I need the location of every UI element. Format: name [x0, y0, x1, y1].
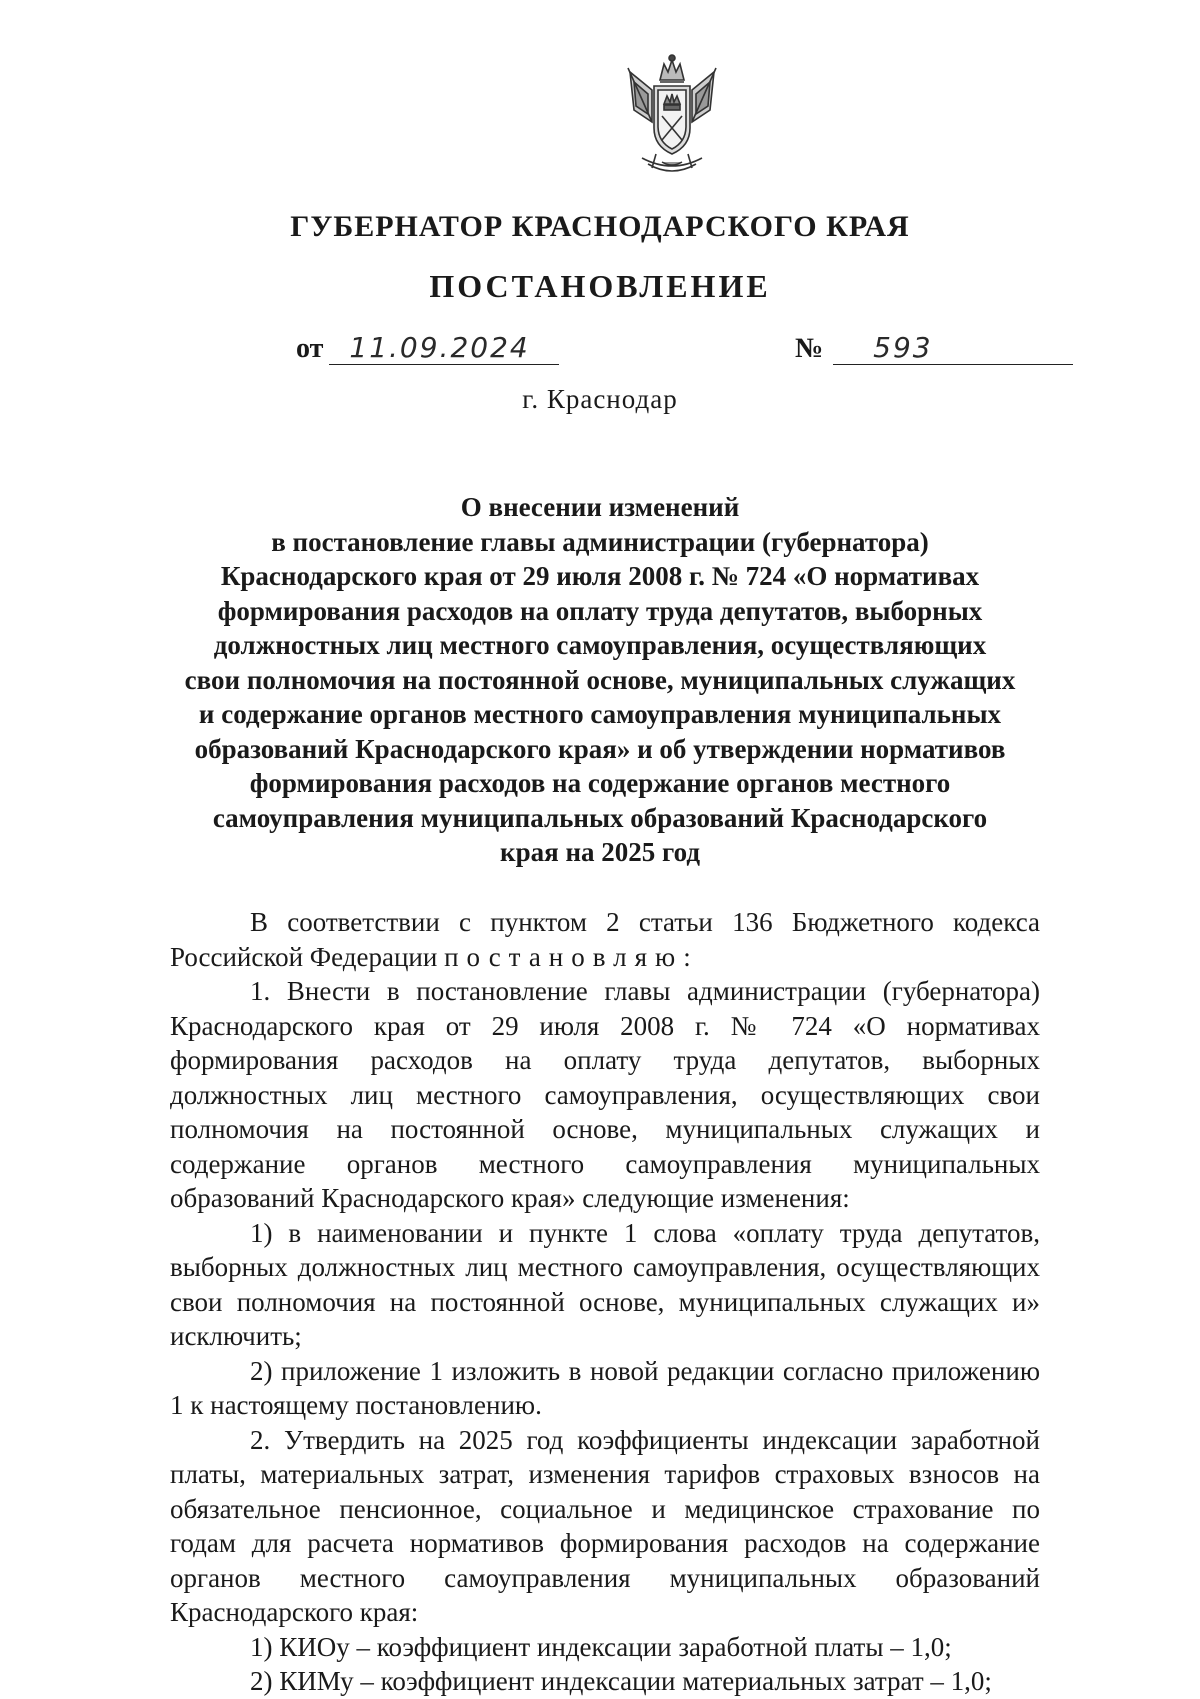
- paragraph-colon: :: [683, 941, 691, 972]
- number-prefix: №: [795, 333, 824, 364]
- body-paragraph: 1) КИОу – коэффициент индексации заработной платы – 1,0;: [250, 1631, 952, 1662]
- title-line: свои полномочия на постоянной основе, муниципальных служащих: [184, 664, 1016, 695]
- document-title: [170, 490, 1030, 870]
- number-value: 593: [833, 332, 1073, 365]
- paragraph-intro-text: В соответствии с пунктом 2 статьи 136 Бюджетного кодекса Российской Федерации: [170, 907, 1040, 972]
- date-prefix: от: [296, 333, 324, 364]
- title-line: формирования расходов на оплату труда депутатов, выборных: [217, 595, 983, 626]
- date-line: [296, 332, 559, 365]
- number-line: [795, 332, 1073, 365]
- document-type-heading: ПОСТАНОВЛЕНИЕ: [429, 268, 771, 304]
- title-line: Краснодарского края от 29 июля 2008 г. № 724 «О нормативах: [220, 561, 980, 591]
- title-line: в постановление главы администрации (губернатора): [271, 526, 929, 557]
- body-paragraph: [170, 905, 1040, 974]
- title-line: и содержание органов местного самоуправления муниципальных: [198, 699, 1002, 729]
- body-paragraph: 2) КИМу – коэффициент индексации материальных затрат – 1,0;: [250, 1666, 992, 1696]
- title-line: образований Краснодарского края» и об утверждении нормативов: [194, 733, 1006, 764]
- title-line: должностных лиц местного самоуправления, осуществляющих: [213, 630, 987, 660]
- spaced-resolve-word: постановляю: [444, 941, 684, 972]
- title-line: самоуправления муниципальных образований Краснодарского: [212, 802, 988, 833]
- body-paragraph: 1. Внести в постановление главы администрации (губернатора) Краснодарского края от 29 июля 2008 г. № 724 «О нормативах формирования расходов на оплату труда депутатов, выборных должностных лиц местного самоуправления, осуществляющих свои полномочия на постоянной основе, муниципальных служащих и содержание органов местного самоуправления муниципальных образований Краснодарского края» следующие изменения:: [170, 976, 1040, 1213]
- body-paragraph: 2) приложение 1 изложить в новой редакции согласно приложению 1 к настоящему постановлению.: [170, 1355, 1040, 1420]
- title-line: формирования расходов на содержание органов местного: [249, 768, 951, 798]
- title-line: края на 2025 год: [500, 837, 700, 867]
- document-body: [170, 905, 1040, 1699]
- krasnodar-coat-of-arms-emblem: [612, 50, 732, 180]
- date-value: 11.09.2024: [329, 332, 559, 365]
- issuer-heading: ГУБЕРНАТОР КРАСНОДАРСКОГО КРАЯ: [290, 210, 910, 243]
- body-paragraph: 1) в наименовании и пункте 1 слова «оплату труда депутатов, выборных должностных лиц местного самоуправления, осуществляющих свои полномочия на постоянной основе, муниципальных служащих и» исключить;: [170, 1217, 1040, 1351]
- title-line: О внесении изменений: [460, 492, 740, 522]
- city-line: г. Краснодар: [522, 384, 678, 414]
- body-paragraph: 2. Утвердить на 2025 год коэффициенты индексации заработной платы, материальных затрат, изменения тарифов страховых взносов на обязательное пенсионное, социальное и медицинское страхование по годам для расчета нормативов формирования расходов на содержание органов местного самоуправления муниципальных образований Краснодарского края:: [170, 1424, 1040, 1627]
